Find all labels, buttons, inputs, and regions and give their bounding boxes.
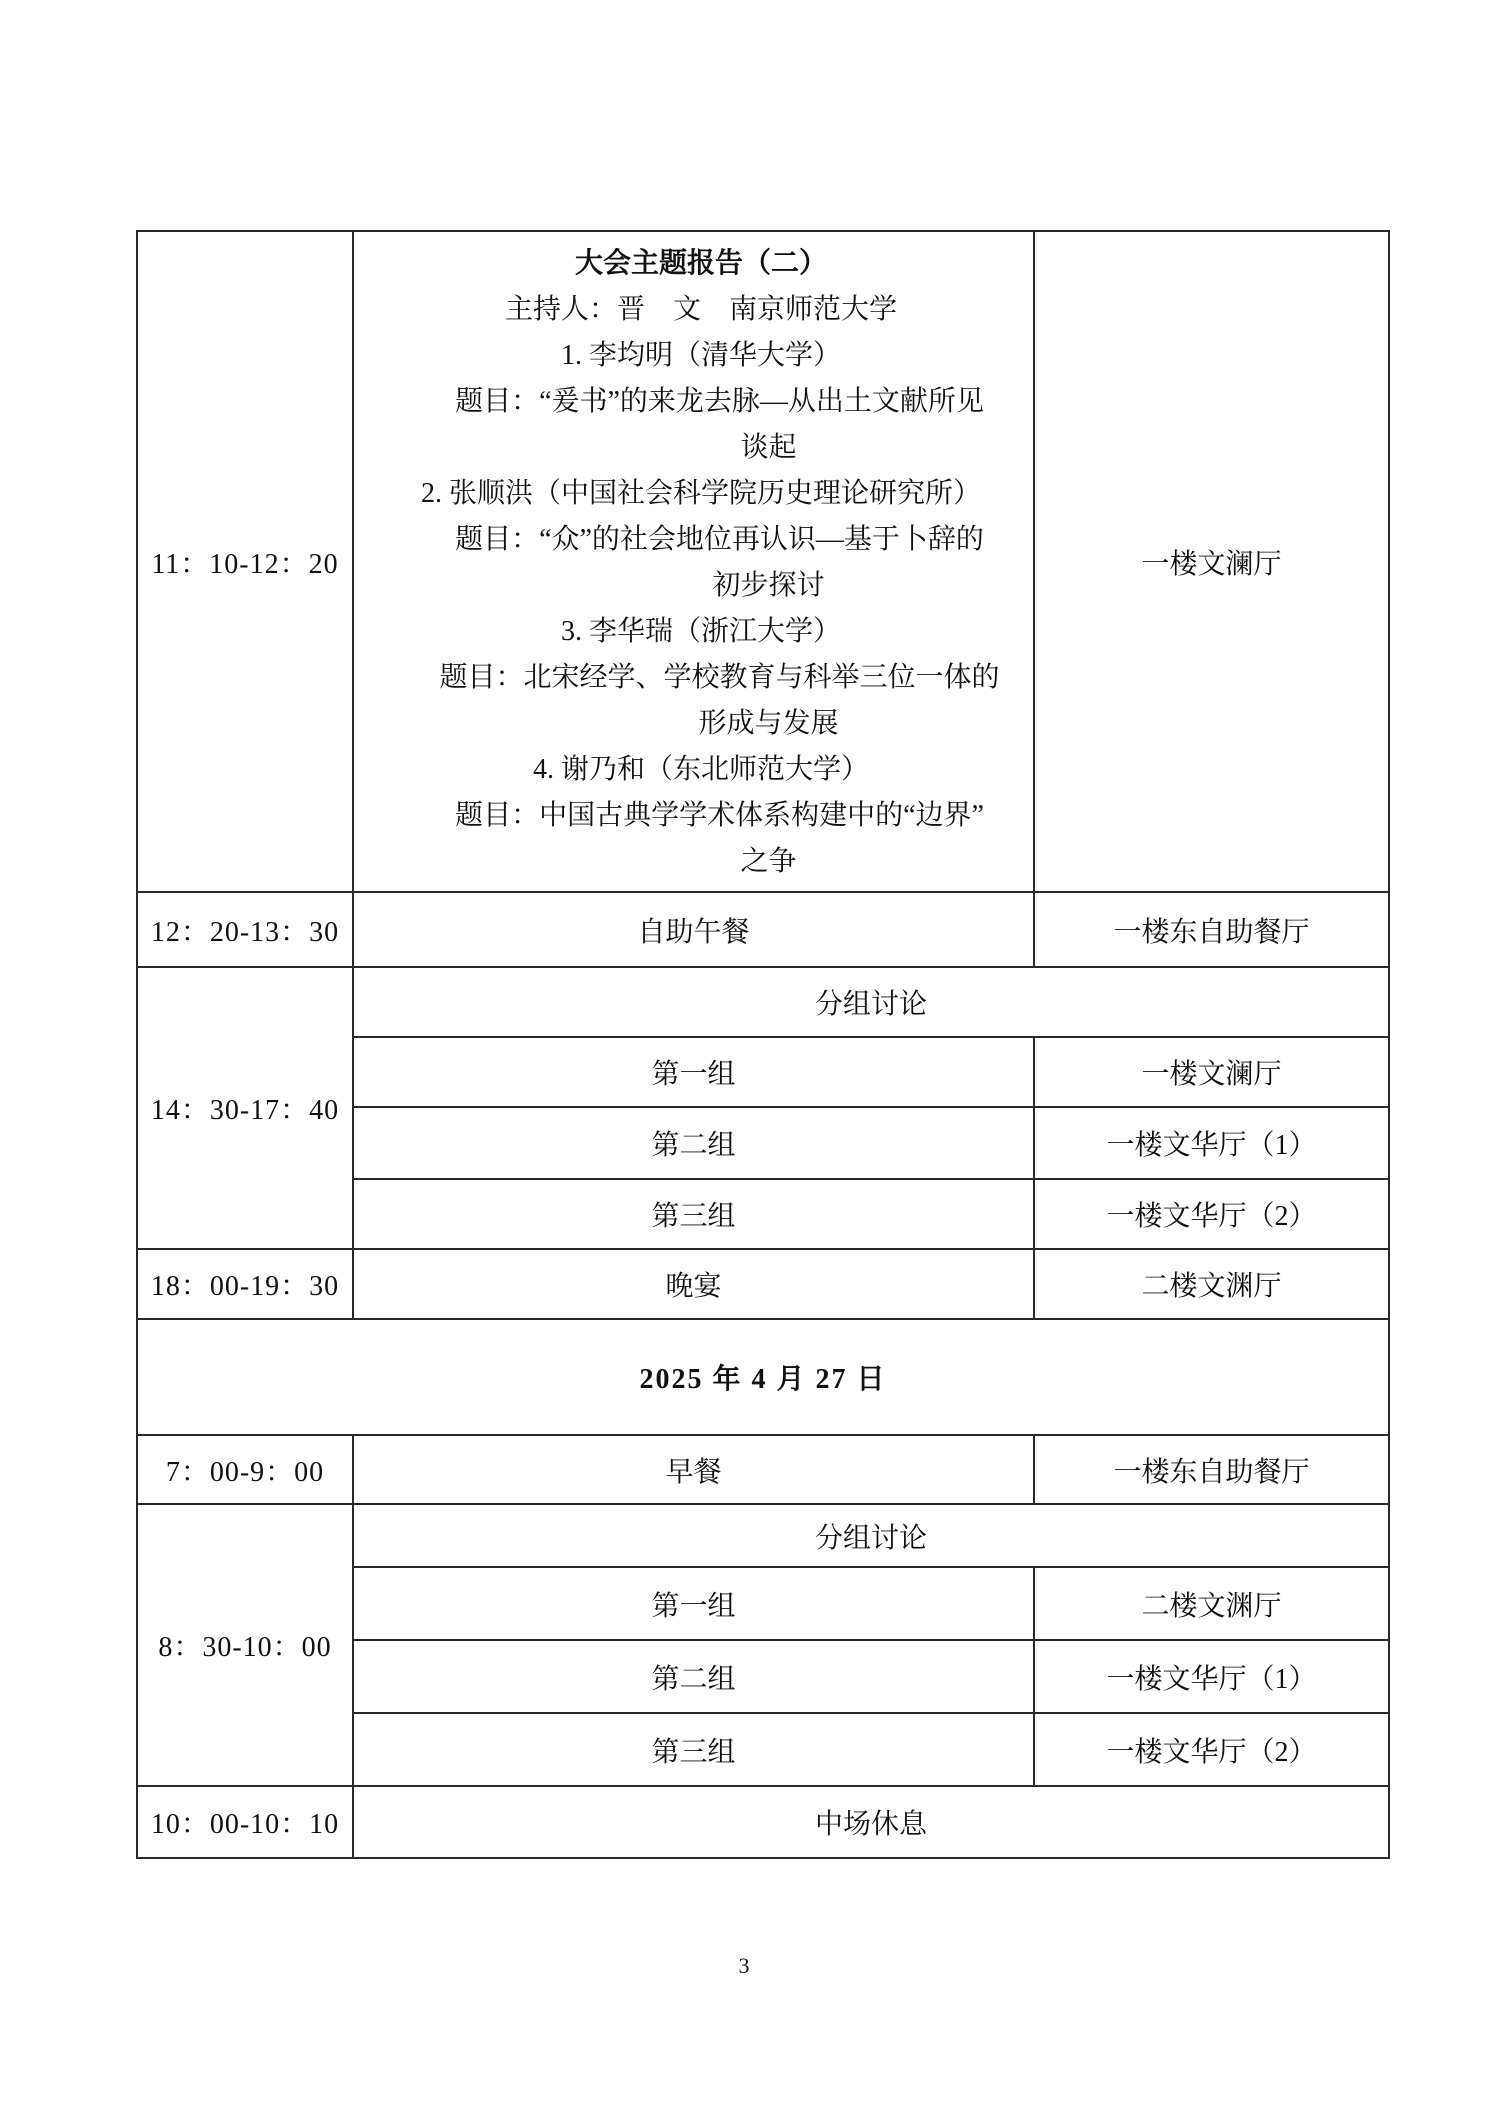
time-cell: 11：10-12：20: [137, 231, 353, 892]
time-cell: 8：30-10：00: [137, 1504, 353, 1786]
location-cell: 一楼文华厅（2）: [1034, 1713, 1389, 1786]
page-number: 3: [738, 1953, 750, 1978]
topic-line: 题目：中国古典学学术体系构建中的“边界”: [455, 800, 984, 831]
topic-line: 初步探讨: [712, 570, 825, 601]
session-content-cell: [353, 231, 1034, 892]
location-cell: 一楼文华厅（1）: [1034, 1107, 1389, 1179]
location-cell: 二楼文渊厅: [1034, 1567, 1389, 1640]
activity-cell: 晚宴: [353, 1249, 1034, 1319]
location-cell: 一楼东自助餐厅: [1034, 1435, 1389, 1504]
table-row: [137, 231, 1389, 892]
time-cell: 10：00-10：10: [137, 1786, 353, 1858]
table-row: [137, 1786, 1389, 1858]
group-name-cell: 第一组: [353, 1037, 1034, 1107]
speaker-line: 4. 谢乃和（东北师范大学）: [532, 754, 869, 785]
time-cell: 14：30-17：40: [137, 967, 353, 1249]
group-discussion-header: 分组讨论: [353, 1504, 1389, 1567]
table-row: [137, 1319, 1389, 1435]
group-name-cell: 第二组: [353, 1107, 1034, 1179]
table-row: [137, 1504, 1389, 1567]
table-row: [137, 1435, 1389, 1504]
topic-line: 形成与发展: [698, 708, 839, 739]
group-name-cell: 第三组: [353, 1713, 1034, 1786]
activity-cell: 中场休息: [353, 1786, 1389, 1858]
table-row: [137, 1249, 1389, 1319]
session-host: 主持人：晋 文 南京师范大学: [504, 294, 897, 325]
time-cell: 18：00-19：30: [137, 1249, 353, 1319]
session-title: 大会主题报告（二）: [574, 248, 827, 279]
topic-line: 之争: [740, 846, 797, 877]
topic-line: 题目：北宋经学、学校教育与科举三位一体的: [439, 662, 1000, 693]
topic-line: 题目：“众”的社会地位再认识—基于卜辞的: [455, 524, 984, 555]
table-row: [137, 967, 1389, 1037]
location-cell: 一楼东自助餐厅: [1034, 892, 1389, 967]
topic-line: 题目：“爰书”的来龙去脉—从出土文献所见: [455, 386, 984, 417]
speaker-line: 3. 李华瑞（浙江大学）: [560, 616, 841, 647]
location-cell: 一楼文澜厅: [1034, 231, 1389, 892]
date-header-cell: 2025 年 4 月 27 日: [137, 1319, 1389, 1435]
activity-cell: 早餐: [353, 1435, 1034, 1504]
location-cell: 二楼文渊厅: [1034, 1249, 1389, 1319]
time-cell: 12：20-13：30: [137, 892, 353, 967]
location-cell: 一楼文华厅（1）: [1034, 1640, 1389, 1713]
speaker-line: 2. 张顺洪（中国社会科学院历史理论研究所）: [420, 478, 981, 509]
group-name-cell: 第一组: [353, 1567, 1034, 1640]
location-cell: 一楼文华厅（2）: [1034, 1179, 1389, 1249]
group-name-cell: 第二组: [353, 1640, 1034, 1713]
topic-line: 谈起: [740, 432, 797, 463]
location-cell: 一楼文澜厅: [1034, 1037, 1389, 1107]
time-cell: 7：00-9：00: [137, 1435, 353, 1504]
group-discussion-header: 分组讨论: [353, 967, 1389, 1037]
schedule-table: [136, 230, 1390, 1859]
table-row: [137, 892, 1389, 967]
group-name-cell: 第三组: [353, 1179, 1034, 1249]
activity-cell: 自助午餐: [353, 892, 1034, 967]
speaker-line: 1. 李均明（清华大学）: [560, 340, 841, 371]
